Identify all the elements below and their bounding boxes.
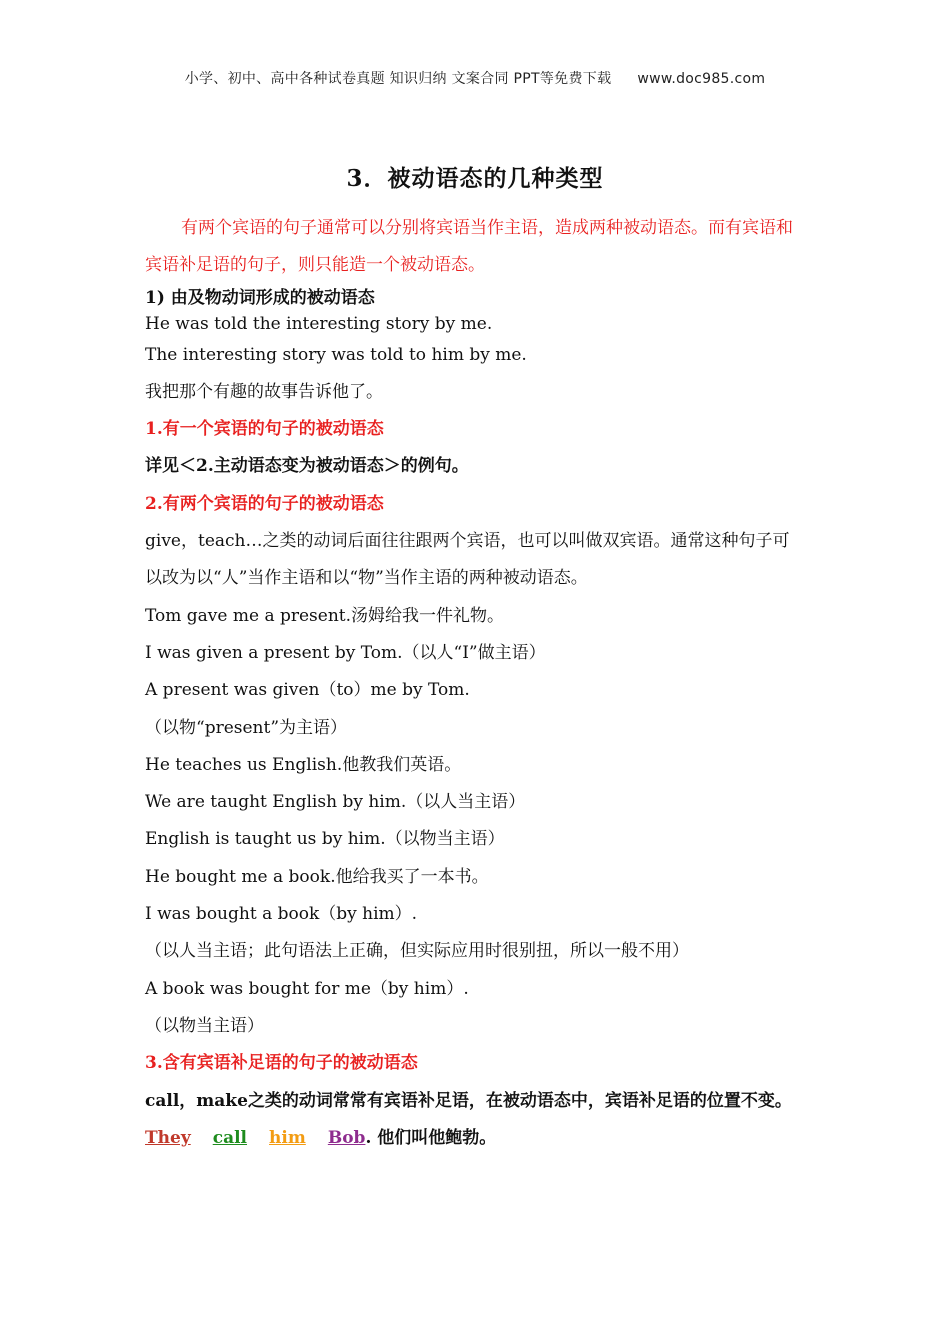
- page-header: [0, 68, 950, 88]
- example-line: （以人当主语；此句语法上正确，但实际应用时很别扭，所以一般不用）: [145, 941, 689, 962]
- example-line: （以物“present”为主语）: [145, 717, 348, 738]
- word-bob: Bob: [327, 1127, 366, 1148]
- section-heading-transitive: 1) 由及物动词形成的被动语态: [145, 287, 375, 308]
- page-title: 3．被动语态的几种类型: [346, 165, 604, 192]
- section-heading-one-object: 1.有一个宾语的句子的被动语态: [145, 419, 384, 440]
- example-translation: . 他们叫他鲍勃。: [365, 1127, 497, 1148]
- word-call: call: [212, 1127, 248, 1148]
- example-line: English is taught us by him.（以物当主语）: [145, 829, 505, 850]
- section-heading-complement: 3.含有宾语补足语的句子的被动语态: [145, 1053, 418, 1074]
- example-line: 我把那个有趣的故事告诉他了。: [145, 381, 383, 402]
- example-line: We are taught English by him.（以人当主语）: [145, 792, 526, 813]
- example-line: I was given a present by Tom.（以人“I”做主语）: [145, 642, 546, 663]
- document-body: [145, 210, 805, 1157]
- example-line: He teaches us English.他教我们英语。: [145, 754, 462, 775]
- complement-paragraph: call，make之类的动词常常有宾语补足语，在被动语态中，宾语补足语的位置不变。: [145, 1090, 792, 1111]
- see-also-note: 详见＜2.主动语态变为被动语态＞的例句。: [145, 456, 469, 477]
- example-line: A present was given（to）me by Tom.: [145, 680, 470, 701]
- word-him: him: [269, 1127, 306, 1148]
- example-line: The interesting story was told to him by me.: [145, 344, 527, 365]
- header-text: 小学、初中、高中各种试卷真题 知识归纳 文案合同 PPT等免费下载: [184, 71, 612, 87]
- example-line: He was told the interesting story by me.: [145, 313, 493, 334]
- example-line: Tom gave me a present.汤姆给我一件礼物。: [145, 605, 505, 626]
- word-they: They: [145, 1127, 191, 1148]
- example-line: （以物当主语）: [145, 1015, 264, 1036]
- example-line: I was bought a book（by him）.: [145, 904, 418, 925]
- header-site: www.doc985.com: [637, 71, 766, 87]
- example-line: A book was bought for me（by him）.: [145, 978, 469, 999]
- intro-paragraph: 有两个宾语的句子通常可以分别将宾语当作主语，造成两种被动语态。而有宾语和宾语补足语的句子，则只能造一个被动语态。: [145, 218, 793, 276]
- section-heading-two-objects: 2.有两个宾语的句子的被动语态: [145, 493, 384, 514]
- example-line: He bought me a book.他给我买了一本书。: [145, 866, 489, 887]
- two-objects-paragraph: give，teach…之类的动词后面往往跟两个宾语，也可以叫做双宾语。通常这种句子可以改为以“人”当作主语和以“物”当作主语的两种被动语态。: [145, 531, 790, 589]
- colored-example-sentence: [145, 1120, 805, 1157]
